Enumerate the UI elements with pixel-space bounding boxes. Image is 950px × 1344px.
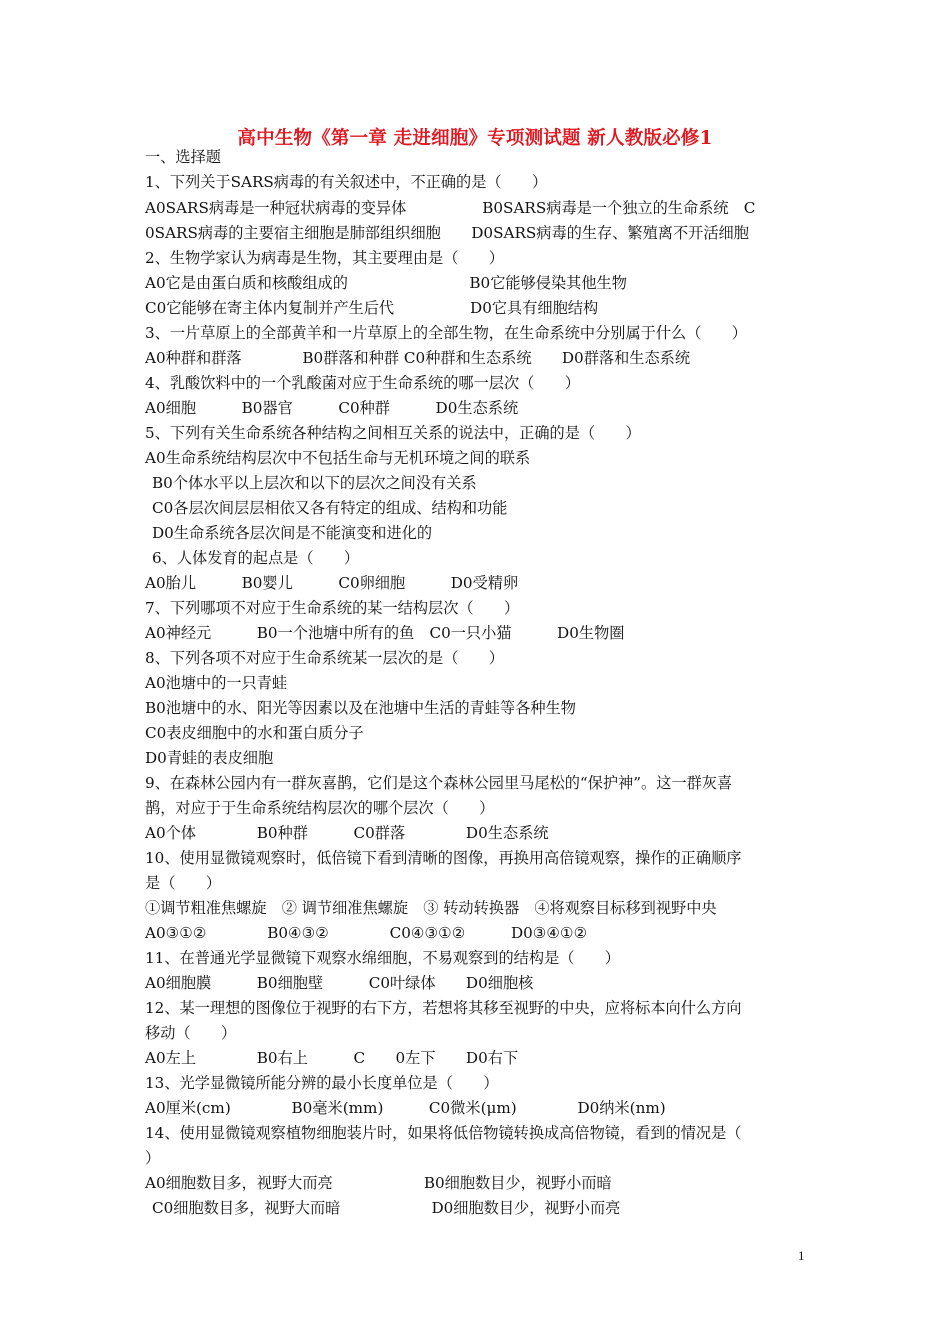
text-line: D0生命系统各层次间是不能演变和进化的 — [152, 524, 433, 542]
text-line: 7、下列哪项不对应于生命系统的某一结构层次（ ） — [145, 599, 520, 617]
text-line: 5、下列有关生命系统各种结构之间相互关系的说法中，正确的是（ ） — [145, 424, 641, 442]
text-line: A0神经元 B0一个池塘中所有的鱼 C0一只小猫 D0生物圈 — [145, 624, 625, 642]
text-line: 2、生物学家认为病毒是生物，其主要理由是（ ） — [145, 249, 504, 267]
page-number: 1 — [798, 1248, 805, 1263]
text-line: ） — [145, 1149, 161, 1167]
section-heading: 一、选择题 — [145, 148, 221, 166]
text-line: A0SARS病毒是一种冠状病毒的变异体 B0SARS病毒是一个独立的生命系统 C — [145, 199, 756, 217]
text-line: A0厘米(cm) B0毫米(mm) C0微米(μm) D0纳米(nm) — [145, 1099, 666, 1117]
text-line: 是（ ） — [145, 874, 221, 892]
text-line: A0池塘中的一只青蛙 — [145, 674, 288, 692]
text-line: A0细胞 B0器官 C0种群 D0生态系统 — [145, 399, 519, 417]
text-line: A0个体 B0种群 C0群落 D0生态系统 — [145, 824, 549, 842]
text-line: ①调节粗准焦螺旋 ② 调节细准焦螺旋 ③ 转动转换器 ④将观察目标移到视野中央 — [145, 899, 717, 917]
text-line: A0种群和群落 B0群落和种群 C0种群和生态系统 D0群落和生态系统 — [145, 349, 691, 367]
text-line: A0生命系统结构层次中不包括生命与无机环境之间的联系 — [145, 449, 531, 467]
text-line: A0它是由蛋白质和核酸组成的 B0它能够侵染其他生物 — [145, 274, 627, 292]
text-line: 11、在普通光学显微镜下观察水绵细胞，不易观察到的结构是（ ） — [145, 949, 620, 967]
text-line: 移动（ ） — [145, 1024, 237, 1042]
text-line: C0细胞数目多，视野大而暗 D0细胞数目少，视野小而亮 — [152, 1199, 621, 1217]
text-line: B0个体水平以上层次和以下的层次之间没有关系 — [152, 474, 477, 492]
text-line: D0青蛙的表皮细胞 — [145, 749, 274, 767]
page-title: 高中生物《第一章 走进细胞》专项测试题 新人教版必修1 — [237, 128, 713, 149]
text-line: C0各层次间层层相依又各有特定的组成、结构和功能 — [152, 499, 508, 517]
text-line: 9、在森林公园内有一群灰喜鹊，它们是这个森林公园里马尾松的“保护神”。这一群灰喜 — [145, 774, 733, 792]
text-line: 鹊，对应于于生命系统结构层次的哪个层次（ ） — [145, 799, 495, 817]
text-line: C0它能够在寄主体内复制并产生后代 D0它具有细胞结构 — [145, 299, 599, 317]
text-line: 3、一片草原上的全部黄羊和一片草原上的全部生物，在生命系统中分别属于什么（ ） — [145, 324, 747, 342]
text-line: B0池塘中的水、阳光等因素以及在池塘中生活的青蛙等各种生物 — [145, 699, 576, 717]
text-line: 10、使用显微镜观察时，低倍镜下看到清晰的图像，再换用高倍镜观察，操作的正确顺序 — [145, 849, 742, 867]
text-line: 0SARS病毒的主要宿主细胞是肺部组织细胞 D0SARS病毒的生存、繁殖离不开活细胞 — [145, 224, 749, 242]
text-line: A0细胞数目多，视野大而亮 B0细胞数目少，视野小而暗 — [145, 1174, 612, 1192]
text-line: 8、下列各项不对应于生命系统某一层次的是（ ） — [145, 649, 504, 667]
text-line: 14、使用显微镜观察植物细胞装片时，如果将低倍物镜转换成高倍物镜，看到的情况是（ — [145, 1124, 742, 1142]
text-line: 13、光学显微镜所能分辨的最小长度单位是（ ） — [145, 1074, 499, 1092]
text-line: A0③①② B0④③② C0④③①② D0③④①② — [145, 924, 588, 942]
text-line: 1、下列关于SARS病毒的有关叙述中，不正确的是（ ） — [145, 173, 548, 191]
text-line: 12、某一理想的图像位于视野的右下方，若想将其移至视野的中央，应将标本向什么方向 — [145, 999, 742, 1017]
text-line: A0胎儿 B0婴儿 C0卵细胞 D0受精卵 — [145, 574, 519, 592]
text-line: C0表皮细胞中的水和蛋白质分子 — [145, 724, 364, 742]
text-line: A0左上 B0右上 C 0左下 D0右下 — [145, 1049, 519, 1067]
text-line: 6、人体发育的起点是（ ） — [152, 549, 360, 567]
text-line: 4、乳酸饮料中的一个乳酸菌对应于生命系统的哪一层次（ ） — [145, 374, 580, 392]
text-line: A0细胞膜 B0细胞壁 C0叶绿体 D0细胞核 — [145, 974, 534, 992]
